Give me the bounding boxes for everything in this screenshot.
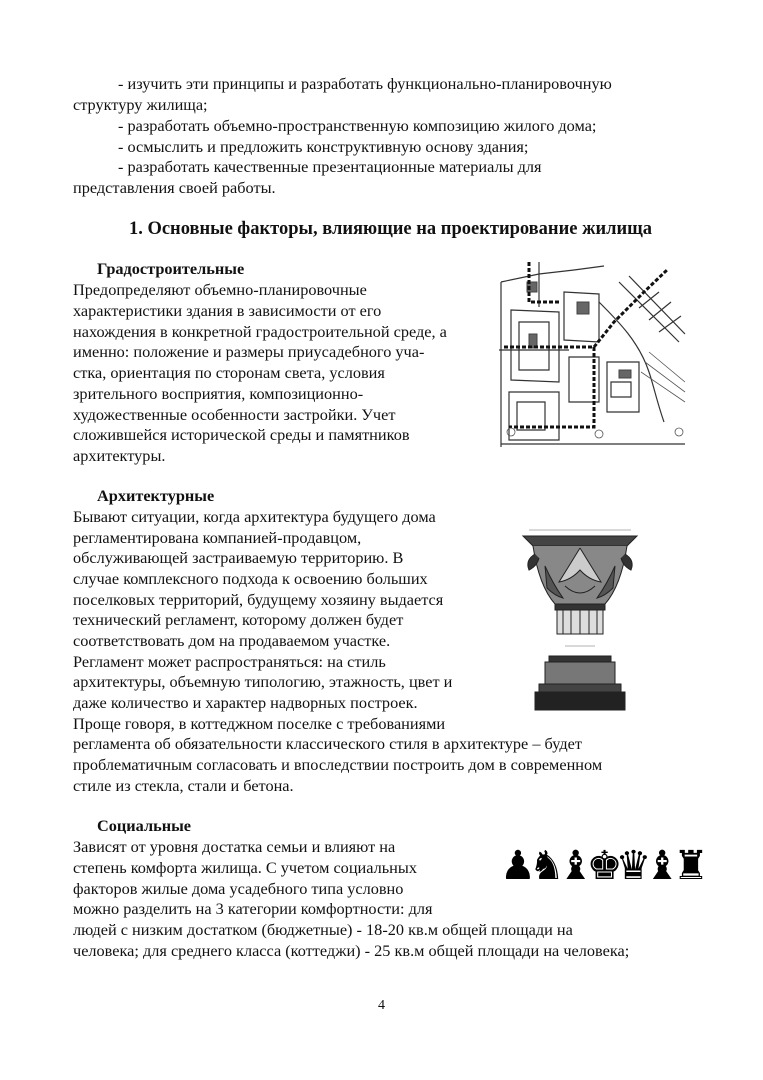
- paragraph-line: проблематичным согласовать и впоследствии построить дом в современном: [73, 755, 603, 774]
- paragraph-line: людей с низким достатком (бюджетные) - 18-20 кв.м общей площади на: [73, 920, 573, 939]
- intro-line: - разработать качественные презентационные материалы для: [118, 157, 542, 176]
- paragraph-line: регламентирована компанией-продавцом,: [73, 528, 362, 547]
- paragraph-line: Регламент может распространяться: на стиль: [73, 652, 386, 671]
- paragraph-line: Проще говоря, в коттеджном поселке с требованиями: [73, 714, 446, 733]
- paragraph-line: именно: положение и размеры приусадебного уча-: [73, 342, 425, 361]
- paragraph-line: степень комфорта жилища. С учетом социальных: [73, 858, 417, 877]
- intro-line: представления своей работы.: [73, 178, 276, 197]
- social-title: Социальные: [97, 816, 192, 835]
- chess-pieces-image: ♟♞♝♚♛♝♜: [500, 843, 703, 889]
- paragraph-line: регламента об обязательности классического стиля в архитектуре – будет: [73, 734, 582, 753]
- paragraph-line: художественные особенности застройки. Учет: [73, 405, 396, 424]
- paragraph-line: случае комплексного подхода к освоению больших: [73, 569, 428, 588]
- paragraph-line: человека; для среднего класса (коттеджи) - 25 кв.м общей площади на человека;: [73, 941, 630, 960]
- intro-line: - разработать объемно-пространственную композицию жилого дома;: [118, 116, 597, 135]
- paragraph-line: архитектуры, объемную типологию, этажность, цвет и: [73, 672, 453, 691]
- intro-line: структуру жилища;: [73, 95, 208, 114]
- paragraph-line: зрительного восприятия, композиционно-: [73, 384, 364, 403]
- paragraph-line: нахождения в конкретной градостроительной среде, а: [73, 322, 447, 341]
- paragraph-line: архитектуры.: [73, 446, 166, 465]
- intro-line: - осмыслить и предложить конструктивную основу здания;: [118, 137, 529, 156]
- paragraph-line: поселковых территорий, будущему хозяину выдается: [73, 590, 444, 609]
- paragraph-line: сложившейся исторической среды и памятников: [73, 425, 410, 444]
- section-title: 1. Основные факторы, влияющие на проектирование жилища: [128, 219, 653, 239]
- intro-line: - изучить эти принципы и разработать функционально-планировочную: [118, 74, 612, 93]
- paragraph-line: можно разделить на 3 категории комфортности: для: [73, 899, 433, 918]
- paragraph-line: соответствовать дом на продаваемом участке.: [73, 631, 391, 650]
- site-plan-drawing: [499, 262, 687, 448]
- paragraph-line: Предопределяют объемно-планировочные: [73, 280, 367, 299]
- paragraph-line: обслуживающей застраиваемую территорию. В: [73, 548, 404, 567]
- urban-title: Градостроительные: [97, 259, 245, 278]
- paragraph-line: Зависят от уровня достатка семьи и влияют на: [73, 837, 396, 856]
- paragraph-line: технический регламент, которому должен будет: [73, 610, 404, 629]
- column-capital-drawing: [519, 526, 641, 712]
- arch-title: Архитектурные: [97, 486, 215, 505]
- page-number: 4: [378, 998, 385, 1013]
- paragraph-line: стиле из стекла, стали и бетона.: [73, 776, 294, 795]
- paragraph-line: характеристики здания в зависимости от его: [73, 301, 382, 320]
- paragraph-line: Бывают ситуации, когда архитектура будущего дома: [73, 507, 436, 526]
- paragraph-line: даже количество и характер надворных построек.: [73, 693, 418, 712]
- paragraph-line: стка, ориентация по сторонам света, условия: [73, 363, 385, 382]
- paragraph-line: факторов жилые дома усадебного типа условно: [73, 879, 404, 898]
